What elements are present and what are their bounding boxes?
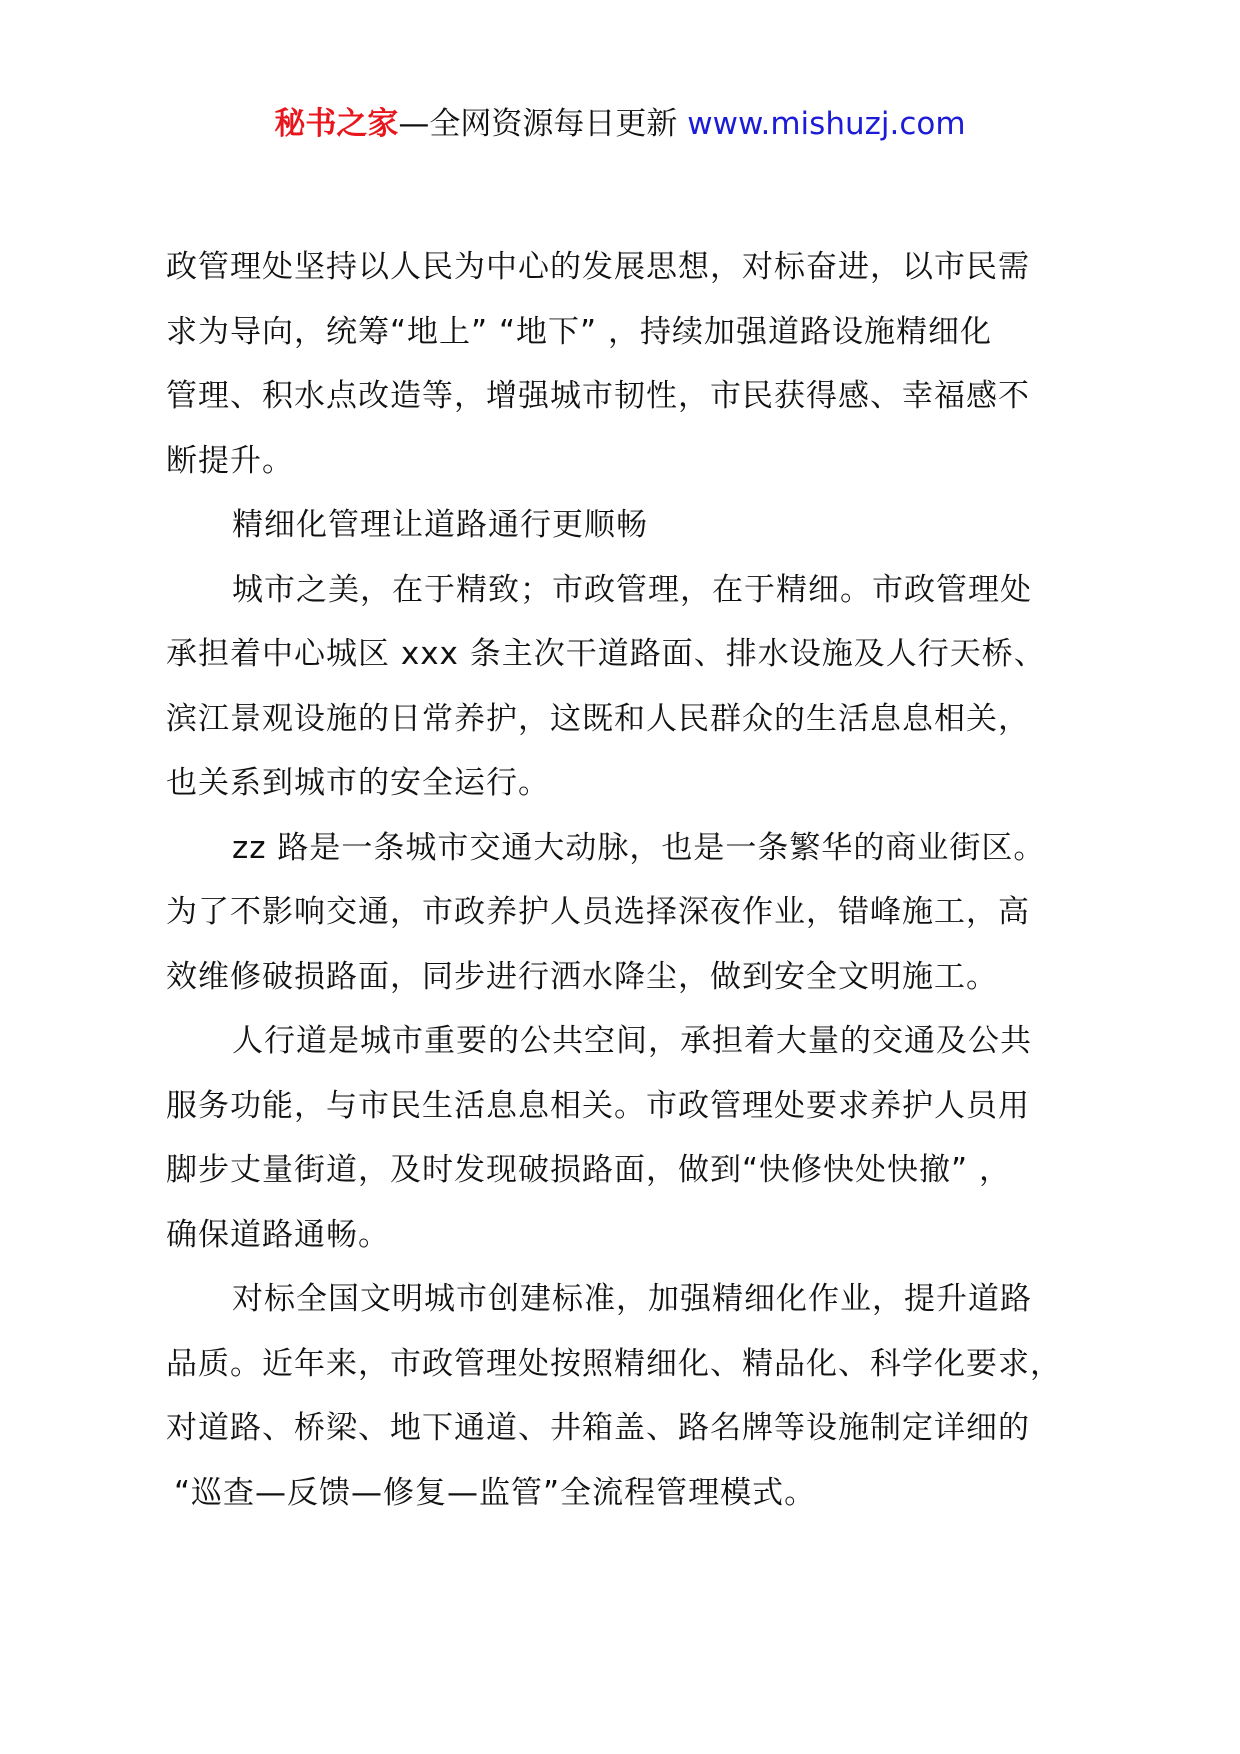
document-body: [166, 235, 1086, 1525]
body-line: 对道路、桥梁、地下通道、井箱盖、路名牌等设施制定详细的: [166, 1410, 1030, 1446]
page-header: [0, 100, 1240, 148]
body-line: 求为导向，统筹“地上” “地下” ，持续加强道路设施精细化: [166, 313, 992, 350]
body-line: 品质。近年来，市政管理处按照精细化、精品化、科学化要求，: [166, 1345, 1062, 1382]
header-brand: 秘书之家: [274, 106, 399, 142]
body-line: 政管理处坚持以人民为中心的发展思想，对标奋进，以市民需: [166, 249, 1030, 285]
body-line: 管理、积水点改造等，增强城市韧性，市民获得感、幸福感不: [166, 378, 1030, 414]
body-line: 也关系到城市的安全运行。: [166, 765, 550, 801]
body-line: 服务功能，与市民生活息息相关。市政管理处要求养护人员用: [166, 1087, 1030, 1124]
body-line: 断提升。: [166, 442, 294, 479]
body-line: 确保道路通畅。: [166, 1216, 390, 1253]
header-url-link[interactable]: www.mishuzj.com: [687, 106, 966, 142]
paragraph-start-line: 人行道是城市重要的公共空间，承担着大量的交通及公共: [232, 1023, 1032, 1059]
paragraph-start-line: 城市之美，在于精致；市政管理，在于精细。市政管理处: [232, 571, 1032, 608]
section-heading: 精细化管理让道路通行更顺畅: [232, 507, 648, 543]
paragraph-start-line: zz 路是一条城市交通大动脉，也是一条繁华的商业街区。: [232, 829, 1046, 866]
body-line: 脚步丈量街道，及时发现破损路面，做到“快修快处快撤” ，: [166, 1152, 1011, 1188]
body-line: 效维修破损路面，同步进行洒水降尘，做到安全文明施工。: [166, 958, 998, 995]
paragraph-start-line: 对标全国文明城市创建标准，加强精细化作业，提升道路: [232, 1281, 1032, 1317]
body-line: 滨江景观设施的日常养护，这既和人民群众的生活息息相关，: [166, 700, 1030, 737]
body-line: “巡查—反馈—修复—监管”全流程管理模式。: [174, 1474, 817, 1511]
body-line: 为了不影响交通，市政养护人员选择深夜作业，错峰施工，高: [166, 894, 1030, 930]
body-line: 承担着中心城区 xxx 条主次干道路面、排水设施及人行天桥、: [166, 636, 1046, 672]
header-tagline: —全网资源每日更新: [398, 106, 678, 142]
